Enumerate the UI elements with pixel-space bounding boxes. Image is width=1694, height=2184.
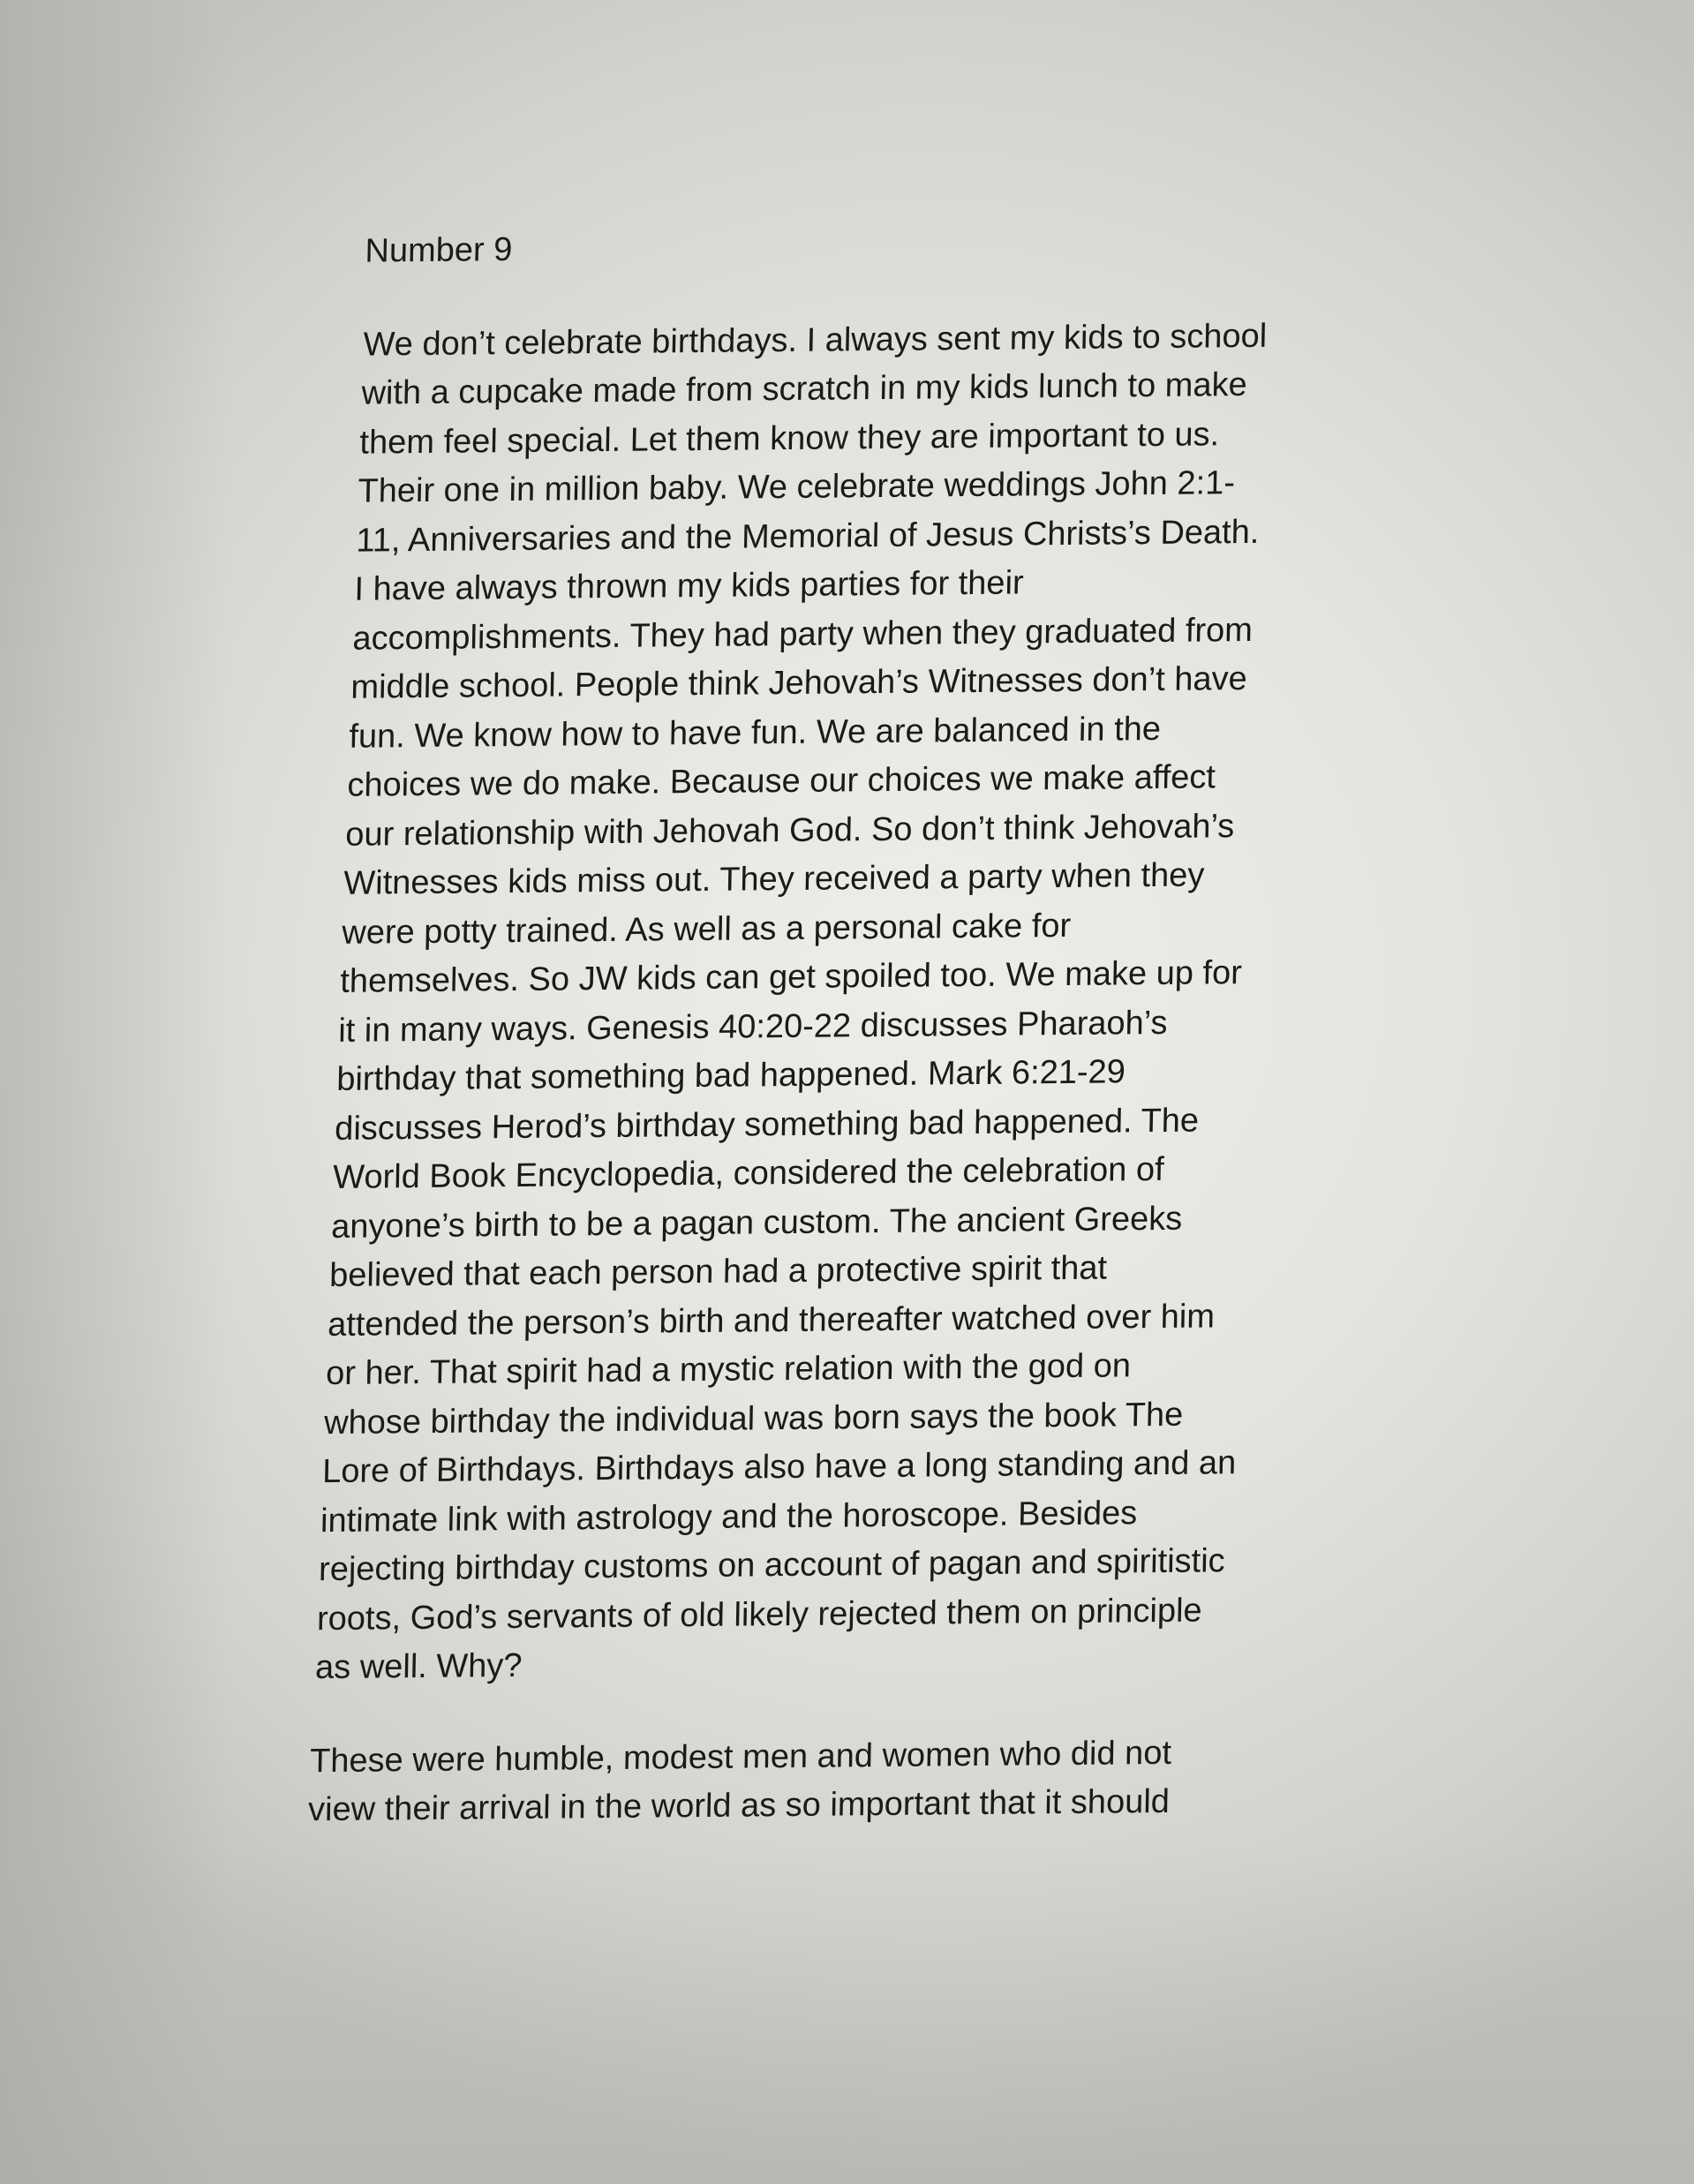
- text-line: it in many ways. Genesis 40:20-22 discusses Pharaoh’s: [337, 1004, 1168, 1050]
- text-line: intimate link with astrology and the horoscope. Besides: [320, 1494, 1138, 1540]
- text-line: were potty trained. As well as a personal cake for: [341, 907, 1072, 952]
- text-line: We don’t celebrate birthdays. I always sent my kids to school: [363, 317, 1268, 364]
- text-line: birthday that something bad happened. Mark 6:21-29: [335, 1053, 1126, 1098]
- text-line: World Book Encyclopedia, considered the celebration of: [332, 1150, 1165, 1196]
- text-line: whose birthday the individual was born says the book The: [323, 1396, 1184, 1442]
- document-body: [296, 218, 1366, 1835]
- text-line: discusses Herod’s birthday something bad happened. The: [334, 1102, 1200, 1148]
- shadow-bottom: [0, 1849, 1694, 2184]
- text-line: These were humble, modest men and women who did not: [309, 1734, 1172, 1780]
- text-line: our relationship with Jehovah God. So don’t think Jehovah’s: [345, 807, 1235, 854]
- text-line: fun. We know how to have fun. We are balanced in the: [349, 710, 1162, 756]
- text-line: rejecting birthday customs on account of pagan and spiritistic: [318, 1542, 1226, 1589]
- text-line: or her. That spirit had a mystic relation with the god on: [325, 1347, 1132, 1393]
- paragraph-2: [296, 1728, 1339, 1835]
- page-heading: Number 9: [365, 230, 513, 270]
- text-line: themselves. So JW kids can get spoiled too. We make up for: [339, 954, 1243, 1000]
- text-line: anyone’s birth to be a pagan custom. The ancient Greeks: [330, 1200, 1183, 1246]
- text-line: middle school. People think Jehovah’s Witnesses don’t have: [350, 659, 1248, 706]
- text-line: I have always thrown my kids parties for their: [354, 564, 1025, 608]
- text-line: accomplishments. They had party when they graduated from: [352, 611, 1254, 658]
- text-line: attended the person’s birth and thereafter watched over him: [327, 1297, 1216, 1344]
- text-line: Lore of Birthdays. Birthdays also have a long standing and an: [321, 1444, 1237, 1491]
- text-line: 11, Anniversaries and the Memorial of Jesus Christs’s Death.: [356, 513, 1260, 560]
- text-line: as well. Why?: [314, 1646, 523, 1687]
- paragraph-1: [298, 311, 1365, 1693]
- text-line: them feel special. Let them know they are important to us.: [359, 415, 1220, 462]
- text-line: with a cupcake made from scratch in my kids lunch to make: [361, 365, 1248, 412]
- text-line: roots, God’s servants of old likely rejected them on principle: [316, 1592, 1203, 1638]
- text-line: Their one in million baby. We celebrate weddings John 2:1-: [358, 464, 1236, 510]
- text-line: choices we do make. Because our choices we make affect: [347, 758, 1216, 804]
- text-line: believed that each person had a protective spirit that: [328, 1249, 1108, 1295]
- text-line: view their arrival in the world as so important that it should: [307, 1782, 1171, 1829]
- text-line: Witnesses kids miss out. They received a party when they: [343, 856, 1205, 902]
